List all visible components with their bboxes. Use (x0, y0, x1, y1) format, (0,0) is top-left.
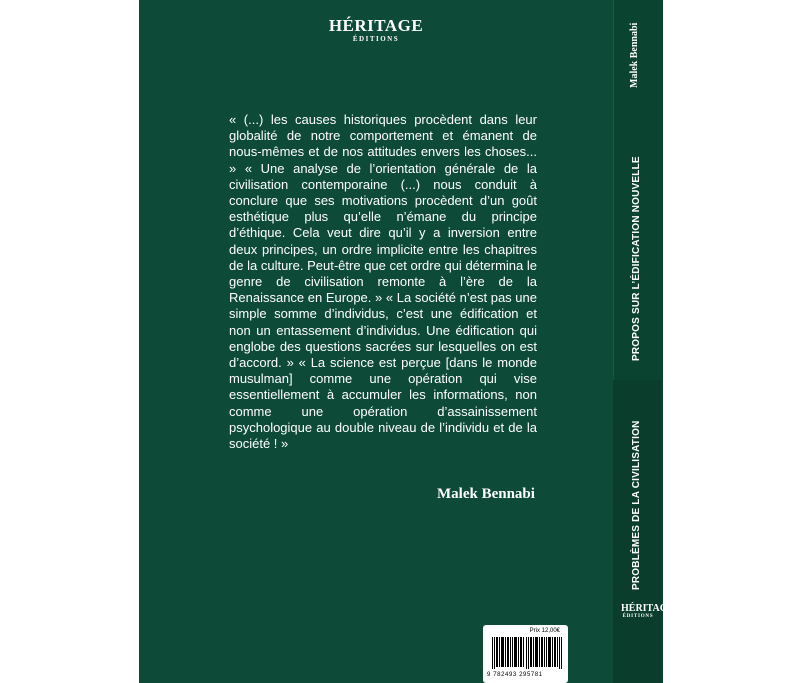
spine-publisher-sub: ÉDITIONS (622, 614, 654, 619)
back-cover-quote: « (...) les causes historiques procèdent dans leur globalité de notre comportement et émanent de nous-mêmes et de nos attitudes envers les choses... » « Une analyse de l’orientation générale de la civilisation contemporaine (...) nous conduit à conclure que ses motivations procèdent d’un goût esthétique plus qu’elle n’émane du principe d’éthique. Cela veut dire qu’il y a inversion entre deux principes, un ordre implicite entre les chapitres de la culture. Peut-être que cet ordre qui détermina le genre de civilisation remonte à l’ère de la Renaissance en Europe. » « La société n’est pas une simple somme d’individus, c’est une édification et non un entassement d’individus. Une édification qui englobe des questions sacrées sur lesquelles on est d’accord. » « La science est perçue [dans le monde musulman] comme une opération qui vise essentiellement à accumuler les informations, non comme une opération d’assainissement psychologique au double niveau de l’individu et de la société ! » (229, 112, 537, 452)
publisher-sub: ÉDITIONS (352, 35, 400, 43)
barcode-label (483, 625, 568, 683)
spine-subtitle: PROPOS SUR L’ÉDIFICATION NOUVELLE (631, 156, 642, 361)
spine-publisher-name: HÉRITAGE (621, 603, 675, 614)
publisher-logo (139, 17, 613, 43)
spine-title: PROBLÈMES DE LA CIVILISATION (631, 420, 642, 590)
isbn-number: 9 782493 295781 (487, 672, 543, 678)
spine-author: Malek Bennabi (629, 22, 640, 88)
author-name: Malek Bennabi (437, 486, 535, 502)
publisher-name: HÉRITAGE (328, 16, 424, 35)
barcode-icon (492, 637, 562, 669)
price-label: Prix 12,00€ (529, 628, 560, 634)
spine-publisher-logo (621, 603, 675, 619)
